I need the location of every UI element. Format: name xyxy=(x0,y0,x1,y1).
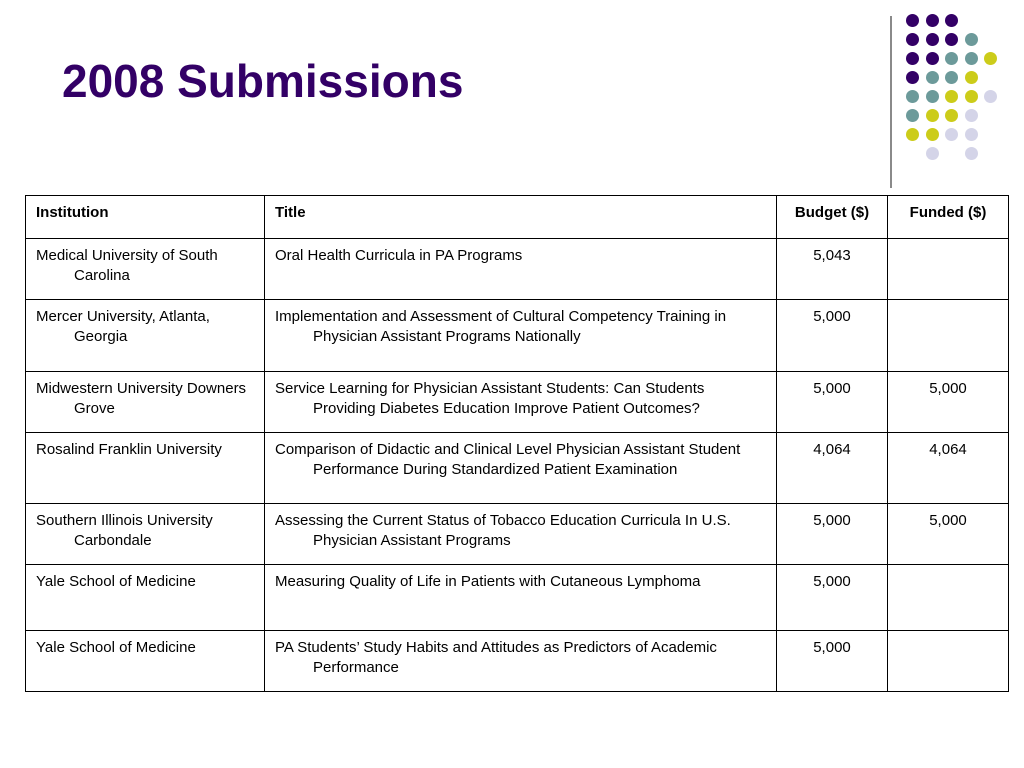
title-divider xyxy=(890,16,892,188)
decor-dot-teal xyxy=(926,90,939,103)
table-header-row xyxy=(26,196,1009,239)
cell-institution: Yale School of Medicine xyxy=(26,565,265,631)
cell-institution: Southern Illinois University Carbondale xyxy=(26,504,265,565)
cell-title: Measuring Quality of Life in Patients with Cutaneous Lymphoma xyxy=(265,565,777,631)
cell-title: Assessing the Current Status of Tobacco Education Curricula In U.S. Physician Assistant Programs xyxy=(265,504,777,565)
cell-funded xyxy=(888,631,1009,692)
decor-dot-purple xyxy=(926,14,939,27)
cell-budget: 5,000 xyxy=(777,565,888,631)
table-row xyxy=(26,504,1009,565)
cell-title: PA Students’ Study Habits and Attitudes as Predictors of Academic Performance xyxy=(265,631,777,692)
cell-institution: Rosalind Franklin University xyxy=(26,433,265,504)
table-row xyxy=(26,565,1009,631)
decor-dot-teal xyxy=(945,71,958,84)
cell-funded xyxy=(888,565,1009,631)
table-row xyxy=(26,433,1009,504)
decor-dot-purple xyxy=(945,33,958,46)
decor-dot-teal xyxy=(906,109,919,122)
cell-funded xyxy=(888,239,1009,300)
decor-dot-yellow xyxy=(945,109,958,122)
decor-dot-yellow xyxy=(984,52,997,65)
decor-dot-teal xyxy=(965,52,978,65)
decor-dot-lavender xyxy=(965,147,978,160)
decor-dot-teal xyxy=(926,71,939,84)
decor-dot-yellow xyxy=(945,90,958,103)
decor-dot-lavender xyxy=(984,90,997,103)
cell-title: Oral Health Curricula in PA Programs xyxy=(265,239,777,300)
cell-funded: 5,000 xyxy=(888,372,1009,433)
cell-funded: 5,000 xyxy=(888,504,1009,565)
decor-dot-yellow xyxy=(926,109,939,122)
decor-dot-purple xyxy=(926,52,939,65)
decor-dot-purple xyxy=(906,14,919,27)
decor-dot-yellow xyxy=(906,128,919,141)
cell-budget: 5,000 xyxy=(777,504,888,565)
decor-dot-purple xyxy=(926,33,939,46)
cell-funded xyxy=(888,300,1009,372)
decor-dot-purple xyxy=(906,52,919,65)
decor-dot-purple xyxy=(906,71,919,84)
dot-grid-decoration xyxy=(906,14,1006,166)
decor-dot-teal xyxy=(945,52,958,65)
table-row xyxy=(26,300,1009,372)
cell-budget: 5,043 xyxy=(777,239,888,300)
cell-title: Implementation and Assessment of Cultural Competency Training in Physician Assistant Programs Nationally xyxy=(265,300,777,372)
decor-dot-lavender xyxy=(926,147,939,160)
cell-funded: 4,064 xyxy=(888,433,1009,504)
decor-dot-teal xyxy=(965,33,978,46)
cell-title: Service Learning for Physician Assistant Students: Can Students Providing Diabetes Education Improve Patient Outcomes? xyxy=(265,372,777,433)
cell-budget: 4,064 xyxy=(777,433,888,504)
header-budget: Budget ($) xyxy=(777,196,888,239)
header-title: Title xyxy=(265,196,777,239)
cell-institution: Medical University of South Carolina xyxy=(26,239,265,300)
cell-institution: Yale School of Medicine xyxy=(26,631,265,692)
cell-budget: 5,000 xyxy=(777,372,888,433)
cell-institution: Midwestern University Downers Grove xyxy=(26,372,265,433)
cell-title: Comparison of Didactic and Clinical Level Physician Assistant Student Performance During Standardized Patient Examination xyxy=(265,433,777,504)
header-institution: Institution xyxy=(26,196,265,239)
decor-dot-yellow xyxy=(926,128,939,141)
decor-dot-yellow xyxy=(965,71,978,84)
slide-title: 2008 Submissions xyxy=(62,55,464,107)
table-row xyxy=(26,239,1009,300)
submissions-table xyxy=(25,195,1009,692)
decor-dot-purple xyxy=(906,33,919,46)
table-row xyxy=(26,631,1009,692)
decor-dot-yellow xyxy=(965,90,978,103)
header-funded: Funded ($) xyxy=(888,196,1009,239)
table-row xyxy=(26,372,1009,433)
cell-budget: 5,000 xyxy=(777,300,888,372)
decor-dot-lavender xyxy=(965,109,978,122)
decor-dot-lavender xyxy=(965,128,978,141)
decor-dot-purple xyxy=(945,14,958,27)
cell-institution: Mercer University, Atlanta, Georgia xyxy=(26,300,265,372)
decor-dot-lavender xyxy=(945,128,958,141)
cell-budget: 5,000 xyxy=(777,631,888,692)
decor-dot-teal xyxy=(906,90,919,103)
